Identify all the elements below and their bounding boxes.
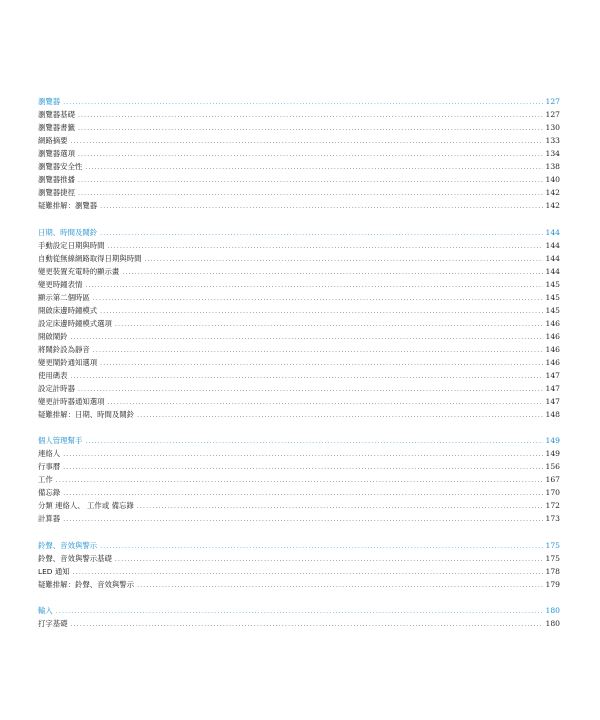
toc-entry-title: 變更鬧鈴通知選項 bbox=[38, 357, 98, 367]
toc-section-heading[interactable] bbox=[38, 539, 560, 552]
toc-entry[interactable] bbox=[38, 239, 560, 252]
toc-entry[interactable] bbox=[38, 121, 560, 134]
toc-entry-page: 172 bbox=[545, 501, 560, 510]
toc-entry[interactable] bbox=[38, 447, 560, 460]
toc-entry-title: 變更裝置充電時的顯示畫 bbox=[38, 266, 120, 276]
dot-leader bbox=[100, 305, 542, 318]
toc-entry-title: 連絡人 bbox=[38, 449, 61, 458]
toc-entry-title: 使用碼表 bbox=[38, 370, 68, 380]
toc-entry-page: 146 bbox=[545, 318, 560, 328]
dot-leader bbox=[71, 331, 543, 344]
toc-entry[interactable] bbox=[38, 473, 560, 486]
toc-entry-title: 自動從無線網路取得日期與時間 bbox=[38, 253, 142, 263]
dot-leader bbox=[78, 148, 543, 161]
toc-entry[interactable] bbox=[38, 499, 560, 512]
toc-entry-page: 140 bbox=[545, 175, 560, 184]
toc-entry-page: 175 bbox=[545, 553, 560, 563]
toc-entry-title: 打字基礎 bbox=[38, 619, 68, 628]
toc-section bbox=[38, 95, 560, 212]
toc-entry[interactable] bbox=[38, 486, 560, 499]
toc-entry-page: 147 bbox=[545, 370, 560, 380]
toc-entry-page: 180 bbox=[545, 619, 560, 628]
toc-entry-page: 145 bbox=[545, 292, 560, 302]
toc-section bbox=[38, 434, 560, 525]
toc-entry-page: 146 bbox=[545, 344, 560, 354]
toc-entry[interactable] bbox=[38, 147, 560, 160]
toc-section-heading[interactable] bbox=[38, 604, 560, 617]
toc-entry-page: 144 bbox=[545, 253, 560, 263]
toc-entry[interactable] bbox=[38, 265, 560, 278]
toc-heading-title: 鈴聲、音效與警示 bbox=[38, 540, 98, 550]
dot-leader bbox=[100, 357, 542, 370]
toc-section bbox=[38, 226, 560, 421]
toc-entry-page: 147 bbox=[545, 396, 560, 406]
toc-entry-page: 170 bbox=[545, 488, 560, 497]
toc-entry-title: 將鬧鈴設為靜音 bbox=[38, 344, 90, 354]
toc-entry-title: 分類 連絡人、 工作或 備忘錄 bbox=[38, 501, 134, 510]
toc-entry-title: 變更計時器通知選項 bbox=[38, 396, 105, 406]
toc-entry[interactable] bbox=[38, 408, 560, 421]
dot-leader bbox=[71, 135, 543, 148]
toc-entry-page: 138 bbox=[545, 162, 560, 171]
dot-leader bbox=[71, 370, 543, 383]
toc-entry-title: 設定計時器 bbox=[38, 383, 75, 393]
toc-entry-title: 行事曆 bbox=[38, 462, 61, 471]
toc-entry-title: 開啟鬧鈴 bbox=[38, 331, 68, 341]
dot-leader bbox=[108, 396, 543, 409]
toc-entry[interactable] bbox=[38, 252, 560, 265]
toc-entry[interactable] bbox=[38, 356, 560, 369]
dot-leader bbox=[115, 318, 543, 331]
toc-heading-title: 日期、時間及鬧鈴 bbox=[38, 227, 98, 237]
toc-entry[interactable] bbox=[38, 552, 560, 565]
toc-heading-page: 127 bbox=[545, 97, 560, 106]
toc-entry-title: 備忘錄 bbox=[38, 488, 61, 497]
toc-entry[interactable] bbox=[38, 395, 560, 408]
dot-leader bbox=[63, 513, 542, 526]
toc-entry-title: 網路摘要 bbox=[38, 136, 68, 145]
toc-entry-title: 瀏覽器基礎 bbox=[38, 110, 75, 119]
dot-leader bbox=[78, 187, 543, 200]
toc-entry-title: 疑難排解：瀏覽器 bbox=[38, 201, 98, 210]
toc-entry-page: 134 bbox=[545, 149, 560, 158]
dot-leader bbox=[63, 96, 542, 109]
toc-entry-page: 127 bbox=[545, 110, 560, 119]
toc-heading-page: 149 bbox=[545, 436, 560, 445]
dot-leader bbox=[85, 435, 542, 448]
dot-leader bbox=[78, 122, 543, 135]
toc-entry[interactable] bbox=[38, 617, 560, 630]
toc-entry-page: 178 bbox=[545, 566, 560, 576]
toc-entry-page: 145 bbox=[545, 305, 560, 315]
dot-leader bbox=[93, 344, 543, 357]
dot-leader bbox=[63, 487, 542, 500]
toc-entry[interactable] bbox=[38, 304, 560, 317]
toc-entry-title: 瀏覽器捷徑 bbox=[38, 188, 75, 197]
dot-leader bbox=[137, 500, 543, 513]
toc-entry-page: 149 bbox=[545, 449, 560, 458]
toc-entry-page: 147 bbox=[545, 383, 560, 393]
toc-entry[interactable] bbox=[38, 369, 560, 382]
toc-entry[interactable] bbox=[38, 291, 560, 304]
toc-heading-page: 180 bbox=[545, 606, 560, 615]
dot-leader bbox=[56, 605, 543, 618]
toc-heading-title: 輸入 bbox=[38, 606, 53, 615]
toc-entry[interactable] bbox=[38, 512, 560, 525]
dot-leader bbox=[63, 448, 542, 461]
toc-entry-title: 設定床邊時鐘模式選項 bbox=[38, 318, 112, 328]
toc-entry-title: 計算器 bbox=[38, 514, 61, 523]
toc-entry-title: 瀏覽器書籤 bbox=[38, 123, 75, 132]
dot-leader bbox=[71, 618, 543, 631]
dot-leader bbox=[100, 200, 542, 213]
toc-entry-title: 手動設定日期與時間 bbox=[38, 240, 105, 250]
toc-entry[interactable] bbox=[38, 173, 560, 186]
toc-entry-page: 146 bbox=[545, 331, 560, 341]
dot-leader bbox=[137, 579, 542, 592]
toc-entry-page: 142 bbox=[545, 201, 560, 210]
toc-heading-page: 144 bbox=[545, 227, 560, 237]
toc-entry-page: 142 bbox=[545, 188, 560, 197]
dot-leader bbox=[122, 266, 542, 279]
dot-leader bbox=[108, 240, 543, 253]
toc-entry[interactable] bbox=[38, 134, 560, 147]
toc-entry[interactable] bbox=[38, 330, 560, 343]
toc-entry-page: 156 bbox=[545, 462, 560, 471]
dot-leader bbox=[78, 383, 543, 396]
toc-entry-title: 瀏覽器安全性 bbox=[38, 162, 83, 171]
toc-entry[interactable] bbox=[38, 108, 560, 121]
toc-heading-title: 瀏覽器 bbox=[38, 97, 61, 106]
toc-entry[interactable] bbox=[38, 343, 560, 356]
dot-leader bbox=[100, 227, 542, 240]
toc-entry-page: 144 bbox=[545, 266, 560, 276]
toc-entry-page: 179 bbox=[545, 579, 560, 589]
toc-entry-title: 瀏覽器推播 bbox=[38, 175, 75, 184]
toc-entry[interactable] bbox=[38, 382, 560, 395]
dot-leader bbox=[78, 174, 543, 187]
toc-entry-title: 疑難排解：日期、時間及鬧鈴 bbox=[38, 409, 135, 419]
toc-entry[interactable] bbox=[38, 565, 560, 578]
dot-leader bbox=[85, 279, 542, 292]
toc-section bbox=[38, 539, 560, 591]
toc-entry[interactable] bbox=[38, 160, 560, 173]
toc-entry-page: 144 bbox=[545, 240, 560, 250]
toc-entry[interactable] bbox=[38, 199, 560, 212]
toc-heading-page: 175 bbox=[545, 540, 560, 550]
toc-entry-title: 鈴聲、音效與警示基礎 bbox=[38, 553, 112, 563]
toc-heading-title: 個人管理幫手 bbox=[38, 436, 83, 445]
toc-entry-page: 133 bbox=[545, 136, 560, 145]
toc-entry[interactable] bbox=[38, 578, 560, 591]
dot-leader bbox=[144, 253, 542, 266]
dot-leader bbox=[93, 292, 543, 305]
toc-entry-title: 瀏覽器選項 bbox=[38, 149, 75, 158]
toc-entry-title: 疑難排解：鈴聲、音效與警示 bbox=[38, 579, 135, 589]
toc-entry-page: 167 bbox=[545, 475, 560, 484]
toc-entry-page: 173 bbox=[545, 514, 560, 523]
toc-entry-page: 148 bbox=[545, 409, 560, 419]
toc-entry-title: LED 通知 bbox=[38, 566, 70, 576]
dot-leader bbox=[63, 461, 542, 474]
toc-section-heading[interactable] bbox=[38, 95, 560, 108]
dot-leader bbox=[56, 474, 543, 487]
toc-section bbox=[38, 604, 560, 630]
toc-entry-title: 開啟床邊時鐘模式 bbox=[38, 305, 98, 315]
toc-entry[interactable] bbox=[38, 278, 560, 291]
toc-entry-title: 變更時鐘表情 bbox=[38, 279, 83, 289]
toc-entry[interactable] bbox=[38, 317, 560, 330]
toc-section-heading[interactable] bbox=[38, 434, 560, 447]
toc-entry-page: 145 bbox=[545, 279, 560, 289]
toc-entry[interactable] bbox=[38, 460, 560, 473]
dot-leader bbox=[78, 109, 543, 122]
toc-entry[interactable] bbox=[38, 186, 560, 199]
toc-entry-page: 130 bbox=[545, 123, 560, 132]
toc-section-heading[interactable] bbox=[38, 226, 560, 239]
toc-entry-page: 146 bbox=[545, 357, 560, 367]
dot-leader bbox=[73, 566, 543, 579]
toc-entry-title: 工作 bbox=[38, 475, 53, 484]
toc-entry-title: 顯示第二個時區 bbox=[38, 292, 90, 302]
dot-leader bbox=[137, 409, 542, 422]
dot-leader bbox=[85, 161, 542, 174]
dot-leader bbox=[115, 553, 543, 566]
dot-leader bbox=[100, 540, 542, 553]
table-of-contents bbox=[38, 95, 560, 644]
